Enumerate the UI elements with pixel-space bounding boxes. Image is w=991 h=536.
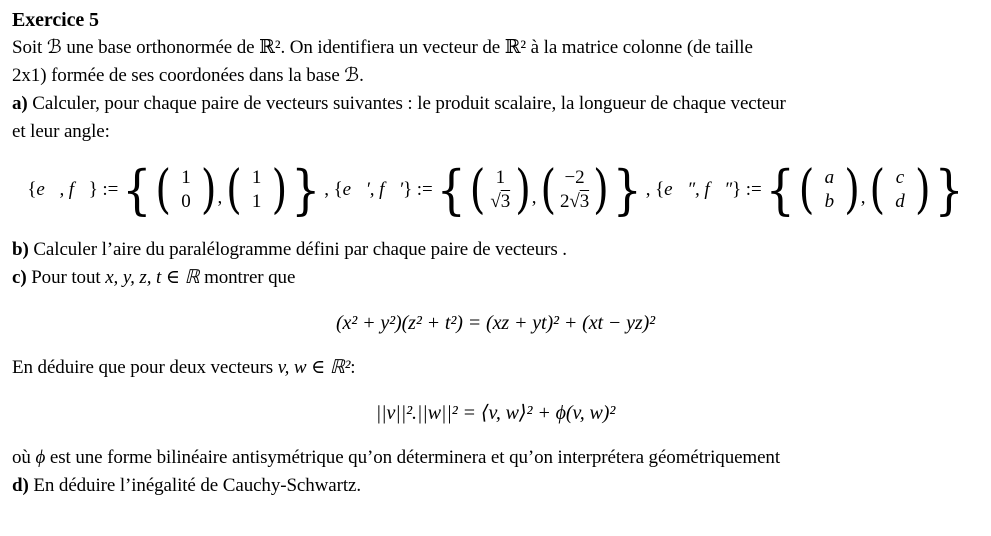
deduce-line xyxy=(12,354,979,382)
item-c-post: montrer que xyxy=(204,267,296,288)
intro-paragraph xyxy=(12,34,979,90)
vector-entry-top: 1 xyxy=(251,167,262,188)
item-c-line xyxy=(12,264,979,292)
vector-entry-bottom: 1 xyxy=(251,191,262,212)
close-brace-assign: } := xyxy=(88,179,119,200)
deduce-pre: En déduire que pour deux vecteurs xyxy=(12,357,274,378)
vector-entry-top: −2 xyxy=(564,167,585,188)
vector-entries xyxy=(485,166,515,214)
vector-entry-top: c xyxy=(895,167,905,188)
phi-line xyxy=(12,444,979,472)
comma: , xyxy=(217,187,223,208)
vector-entries xyxy=(885,166,915,214)
right-paren: ) xyxy=(271,160,288,220)
pair1-definition xyxy=(27,176,118,204)
column-vector-ab xyxy=(798,160,860,220)
item-d-line xyxy=(12,472,979,500)
pair3-definition xyxy=(646,176,762,204)
intro-line-2: 2x1) formée de ses coordonées dans la base ℬ. xyxy=(12,65,364,86)
phi-line-text xyxy=(12,444,979,472)
sqrt-sign: √ xyxy=(490,191,501,212)
vector-entry-bottom xyxy=(490,190,510,214)
left-paren: ( xyxy=(155,160,171,220)
vector-pairs-display xyxy=(12,148,979,232)
big-left-brace: { xyxy=(765,158,795,222)
vector-entry-bottom: 0 xyxy=(181,191,191,212)
big-right-brace: } xyxy=(934,158,964,222)
norms-equation: ||v||².||w||² = ⟨v, w⟩² + ϕ(v, w)² xyxy=(375,402,616,424)
item-a-label: a) xyxy=(12,93,28,114)
vector-entries xyxy=(556,166,593,214)
big-right-brace: } xyxy=(291,158,321,222)
right-paren: ) xyxy=(593,160,609,220)
vector-entry-top: 1 xyxy=(181,167,191,188)
identity-equation: (x² + y²)(z² + t²) = (xz + yt)² + (xt − yz)² xyxy=(335,312,656,334)
vector-entry-bottom xyxy=(560,190,589,214)
item-a-line-2: et leur angle: xyxy=(12,121,110,142)
right-paren: ) xyxy=(844,160,860,220)
sqrt-sign: √ xyxy=(569,191,580,212)
vector-entries xyxy=(814,166,844,214)
column-vector-e xyxy=(155,160,217,220)
intro-line-1: Soit ℬ une base orthonormée de ℝ². On identifiera un vecteur de ℝ² à la matrice colonne (de taille xyxy=(12,37,753,58)
vector-entry-top: a xyxy=(824,167,834,188)
phi-post: est une forme bilinéaire antisymétrique qu’on déterminera et qu’on interprétera géométriquement xyxy=(49,447,781,468)
vector-entry-top: 1 xyxy=(495,167,505,188)
coefficient: 2 xyxy=(559,191,570,212)
radicand: 3 xyxy=(579,191,590,212)
phi-symbol: ϕ xyxy=(35,447,46,468)
left-paren: ( xyxy=(226,160,242,220)
pair1-vars: e⃗, f⃗ xyxy=(36,179,89,200)
pair2-definition xyxy=(324,176,432,204)
big-left-brace: { xyxy=(122,158,152,222)
comma: , xyxy=(860,187,866,208)
close-brace-assign: } := xyxy=(403,179,433,200)
right-paren: ) xyxy=(515,160,531,220)
big-left-brace: { xyxy=(436,158,466,222)
item-a-text: Calculer, pour chaque paire de vecteurs suivantes : le produit scalaire, la longueur de chaque vecteur xyxy=(32,93,786,114)
left-paren: ( xyxy=(869,160,885,220)
pair2-vars: e⃗′, f⃗′ xyxy=(342,179,404,200)
item-a xyxy=(12,90,979,146)
right-paren: ) xyxy=(914,160,931,220)
big-right-brace: } xyxy=(612,158,642,222)
item-c-pre: Pour tout xyxy=(31,267,101,288)
deduce-line-text xyxy=(12,354,979,382)
item-d xyxy=(12,472,979,500)
item-d-label: d) xyxy=(12,475,29,496)
vector-entries xyxy=(171,166,201,214)
item-b-label: b) xyxy=(12,239,29,260)
item-b xyxy=(12,236,979,264)
column-vector-f xyxy=(226,160,288,220)
item-c-math: x, y, z, t ∈ ℝ xyxy=(105,267,200,288)
deduce-colon: : xyxy=(350,357,356,378)
left-paren: ( xyxy=(798,160,815,220)
item-c-label: c) xyxy=(12,267,27,288)
item-d-text: En déduire l’inégalité de Cauchy-Schwartz. xyxy=(33,475,362,496)
vector-entry-bottom: d xyxy=(895,191,905,212)
item-c xyxy=(12,264,979,292)
column-vector-f-prime xyxy=(540,160,609,220)
radicand: 3 xyxy=(500,191,511,212)
close-brace-assign: } := xyxy=(732,179,762,200)
comma-open-brace: , { xyxy=(324,179,343,200)
open-brace: { xyxy=(27,179,37,200)
column-vector-cd xyxy=(869,160,931,220)
pair3-vars: e⃗″, f⃗″ xyxy=(664,179,733,200)
vector-entries xyxy=(242,166,272,214)
item-b-text: Calculer l’aire du paralélogramme défini par chaque paire de vecteurs . xyxy=(33,239,567,260)
deduce-math: v, w ∈ ℝ² xyxy=(277,357,351,378)
phi-pre: où xyxy=(12,447,31,468)
left-paren: ( xyxy=(469,160,486,220)
left-paren: ( xyxy=(540,160,556,220)
vector-entry-bottom: b xyxy=(824,191,834,212)
exercise-title: Exercice 5 xyxy=(12,9,99,31)
column-vector-e-prime xyxy=(469,160,531,220)
item-b-line xyxy=(12,236,979,264)
right-paren: ) xyxy=(200,160,217,220)
item-a-line-1 xyxy=(12,90,979,118)
comma: , xyxy=(531,187,537,208)
comma-open-brace: , { xyxy=(645,179,665,200)
